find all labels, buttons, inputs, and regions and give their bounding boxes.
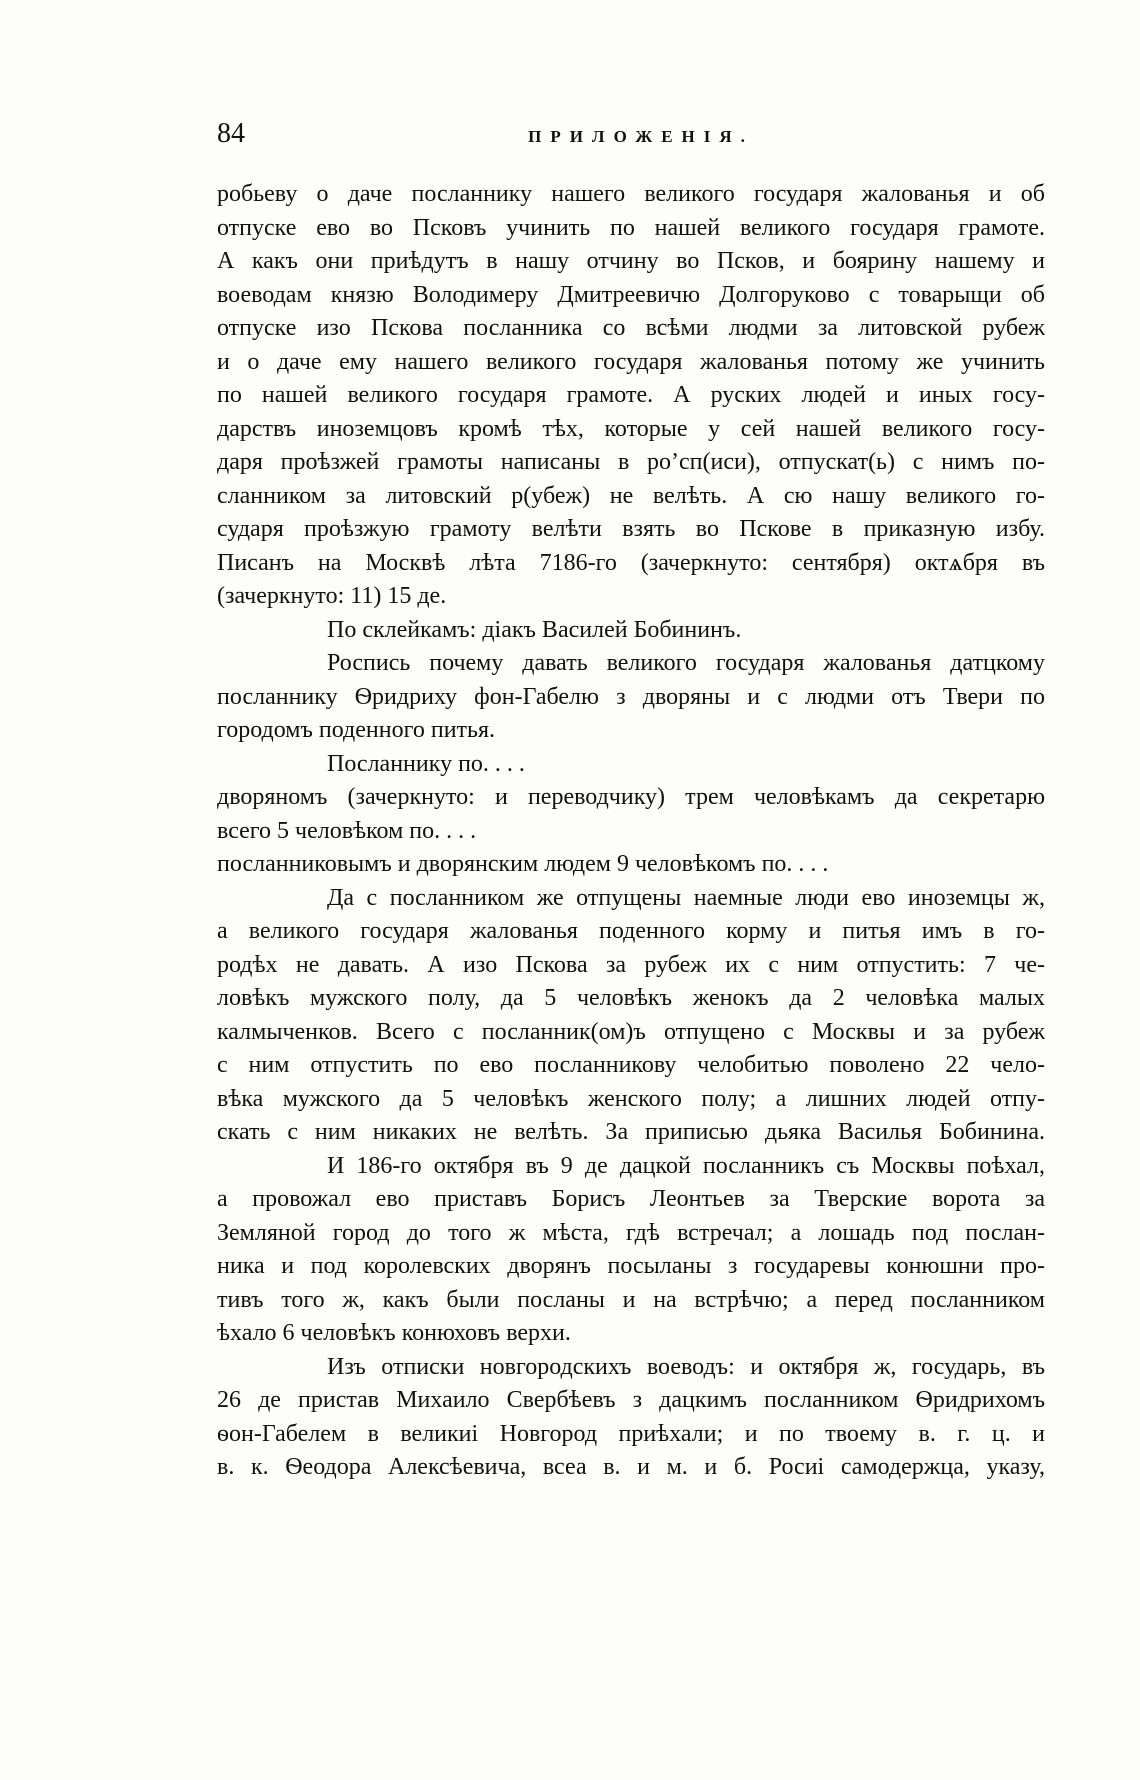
text-line: Писанъ на Москвѣ лѣта 7186-го (зачеркнуто: сентября) октѧбря въ bbox=[217, 549, 1045, 576]
text-line: Земляной город до того ж мѣста, гдѣ встречал; а лошадь под послан- bbox=[217, 1219, 1045, 1246]
text-line: ловѣкъ мужского полу, да 5 человѣкъ женокъ да 2 человѣка малых bbox=[217, 985, 1045, 1011]
text-line: с ним отпустить по ево посланникову челобитью поволено 22 чело- bbox=[217, 1052, 1045, 1078]
page-header bbox=[217, 118, 1045, 178]
text-line: Посланнику по. . . . bbox=[327, 750, 525, 777]
text-line: а провожал ево приставъ Борисъ Леонтьев за Тверские ворота за bbox=[217, 1186, 1045, 1212]
text-line: скать с ним никаких не велѣть. За приписью дьяка Василья Бобинина. bbox=[217, 1119, 1045, 1145]
text-line: посланниковымъ и дворянским людем 9 человѣкомъ по. . . . bbox=[217, 851, 829, 877]
text-line: вѣка мужского да 5 человѣкъ женского полу; а лишних людей отпу- bbox=[217, 1085, 1045, 1112]
text-line: По склейкамъ: діакъ Василей Бобининъ. bbox=[327, 616, 742, 643]
text-line: ѣхало 6 человѣкъ конюховъ верхи. bbox=[217, 1320, 571, 1346]
text-line: воеводам князю Володимеру Дмитреевичю Долгоруково с товарыщи об bbox=[217, 281, 1045, 308]
text-line: ѳон-Габелем в великиі Новгород приѣхали; и по твоему в. г. ц. и bbox=[217, 1420, 1045, 1447]
text-line: ника и под королевских дворянъ посыланы з государевы конюшни про- bbox=[217, 1253, 1045, 1279]
text-line: (зачеркнуто: 11) 15 де. bbox=[217, 583, 447, 609]
text-line: отпуске ево во Псковъ учинить по нашей великого государя грамоте. bbox=[217, 214, 1045, 241]
text-line: Изъ отписки новгородскихъ воеводъ: и октября ж, государь, въ bbox=[327, 1353, 1045, 1380]
text-line: а великого государя жалованья поденного корму и питья имъ в го- bbox=[217, 918, 1045, 944]
page-number: 84 bbox=[217, 118, 245, 149]
text-line: калмыченков. Всего с посланник(ом)ъ отпущено с Москвы и за рубеж bbox=[217, 1018, 1045, 1045]
text-line: городомъ поденного питья. bbox=[217, 717, 496, 743]
text-line: сударя проѣзжую грамоту велѣти взять во Пскове в приказную избу. bbox=[217, 516, 1045, 542]
text-line: А какъ они приѣдутъ в нашу отчину во Псков, и боярину нашему и bbox=[217, 248, 1045, 274]
text-line: Роспись почему давать великого государя жалованья датцкому bbox=[327, 650, 1045, 676]
text-line: отпуске изо Пскова посланника со всѣми людми за литовской рубеж bbox=[217, 315, 1045, 341]
text-line: Да с посланником же отпущены наемные люди ево иноземцы ж, bbox=[327, 884, 1045, 911]
text-line: всего 5 человѣком по. . . . bbox=[217, 817, 477, 844]
running-title: ПРИЛОЖЕНІЯ. bbox=[528, 127, 754, 146]
text-line: сланником за литовский р(убеж) не велѣть. А сю нашу великого го- bbox=[217, 482, 1045, 509]
book-page bbox=[217, 118, 1045, 1485]
text-line: 26 де пристав Михаило Свербѣевъ з дацкимъ посланником Ѳридрихомъ bbox=[217, 1387, 1045, 1413]
text-line: родѣх не давать. А изо Пскова за рубеж их с ним отпустить: 7 че- bbox=[217, 951, 1045, 978]
text-line: И 186-го октября въ 9 де дацкой посланникъ съ Москвы поѣхал, bbox=[327, 1152, 1045, 1179]
text-line: и о даче ему нашего великого государя жалованья потому же учинить bbox=[217, 348, 1045, 375]
text-line: по нашей великого государя грамоте. А руских людей и иных госу- bbox=[217, 382, 1045, 408]
text-line: тивъ того ж, какъ были посланы и на встрѣчю; а перед посланником bbox=[217, 1286, 1045, 1313]
text-line: робьеву о даче посланнику нашего великого государя жалованья и об bbox=[217, 181, 1045, 207]
text-line: дворяномъ (зачеркнуто: и переводчику) трем человѣкамъ да секретарю bbox=[217, 784, 1045, 810]
text-line: дарствъ иноземцовъ кромѣ тѣх, которые у сей нашей великого госу- bbox=[217, 415, 1045, 442]
text-line: посланнику Ѳридриху фон-Габелю з дворяны и с людми отъ Твери по bbox=[217, 683, 1045, 710]
text-line: даря проѣзжей грамоты написаны в роʼсп(иси), отпускат(ь) с нимъ по- bbox=[217, 449, 1045, 475]
body-text bbox=[217, 178, 1045, 1485]
text-line: в. к. Ѳеодора Алексѣевича, всеа в. и м. и б. Росиі самодержца, указу, bbox=[217, 1454, 1045, 1480]
